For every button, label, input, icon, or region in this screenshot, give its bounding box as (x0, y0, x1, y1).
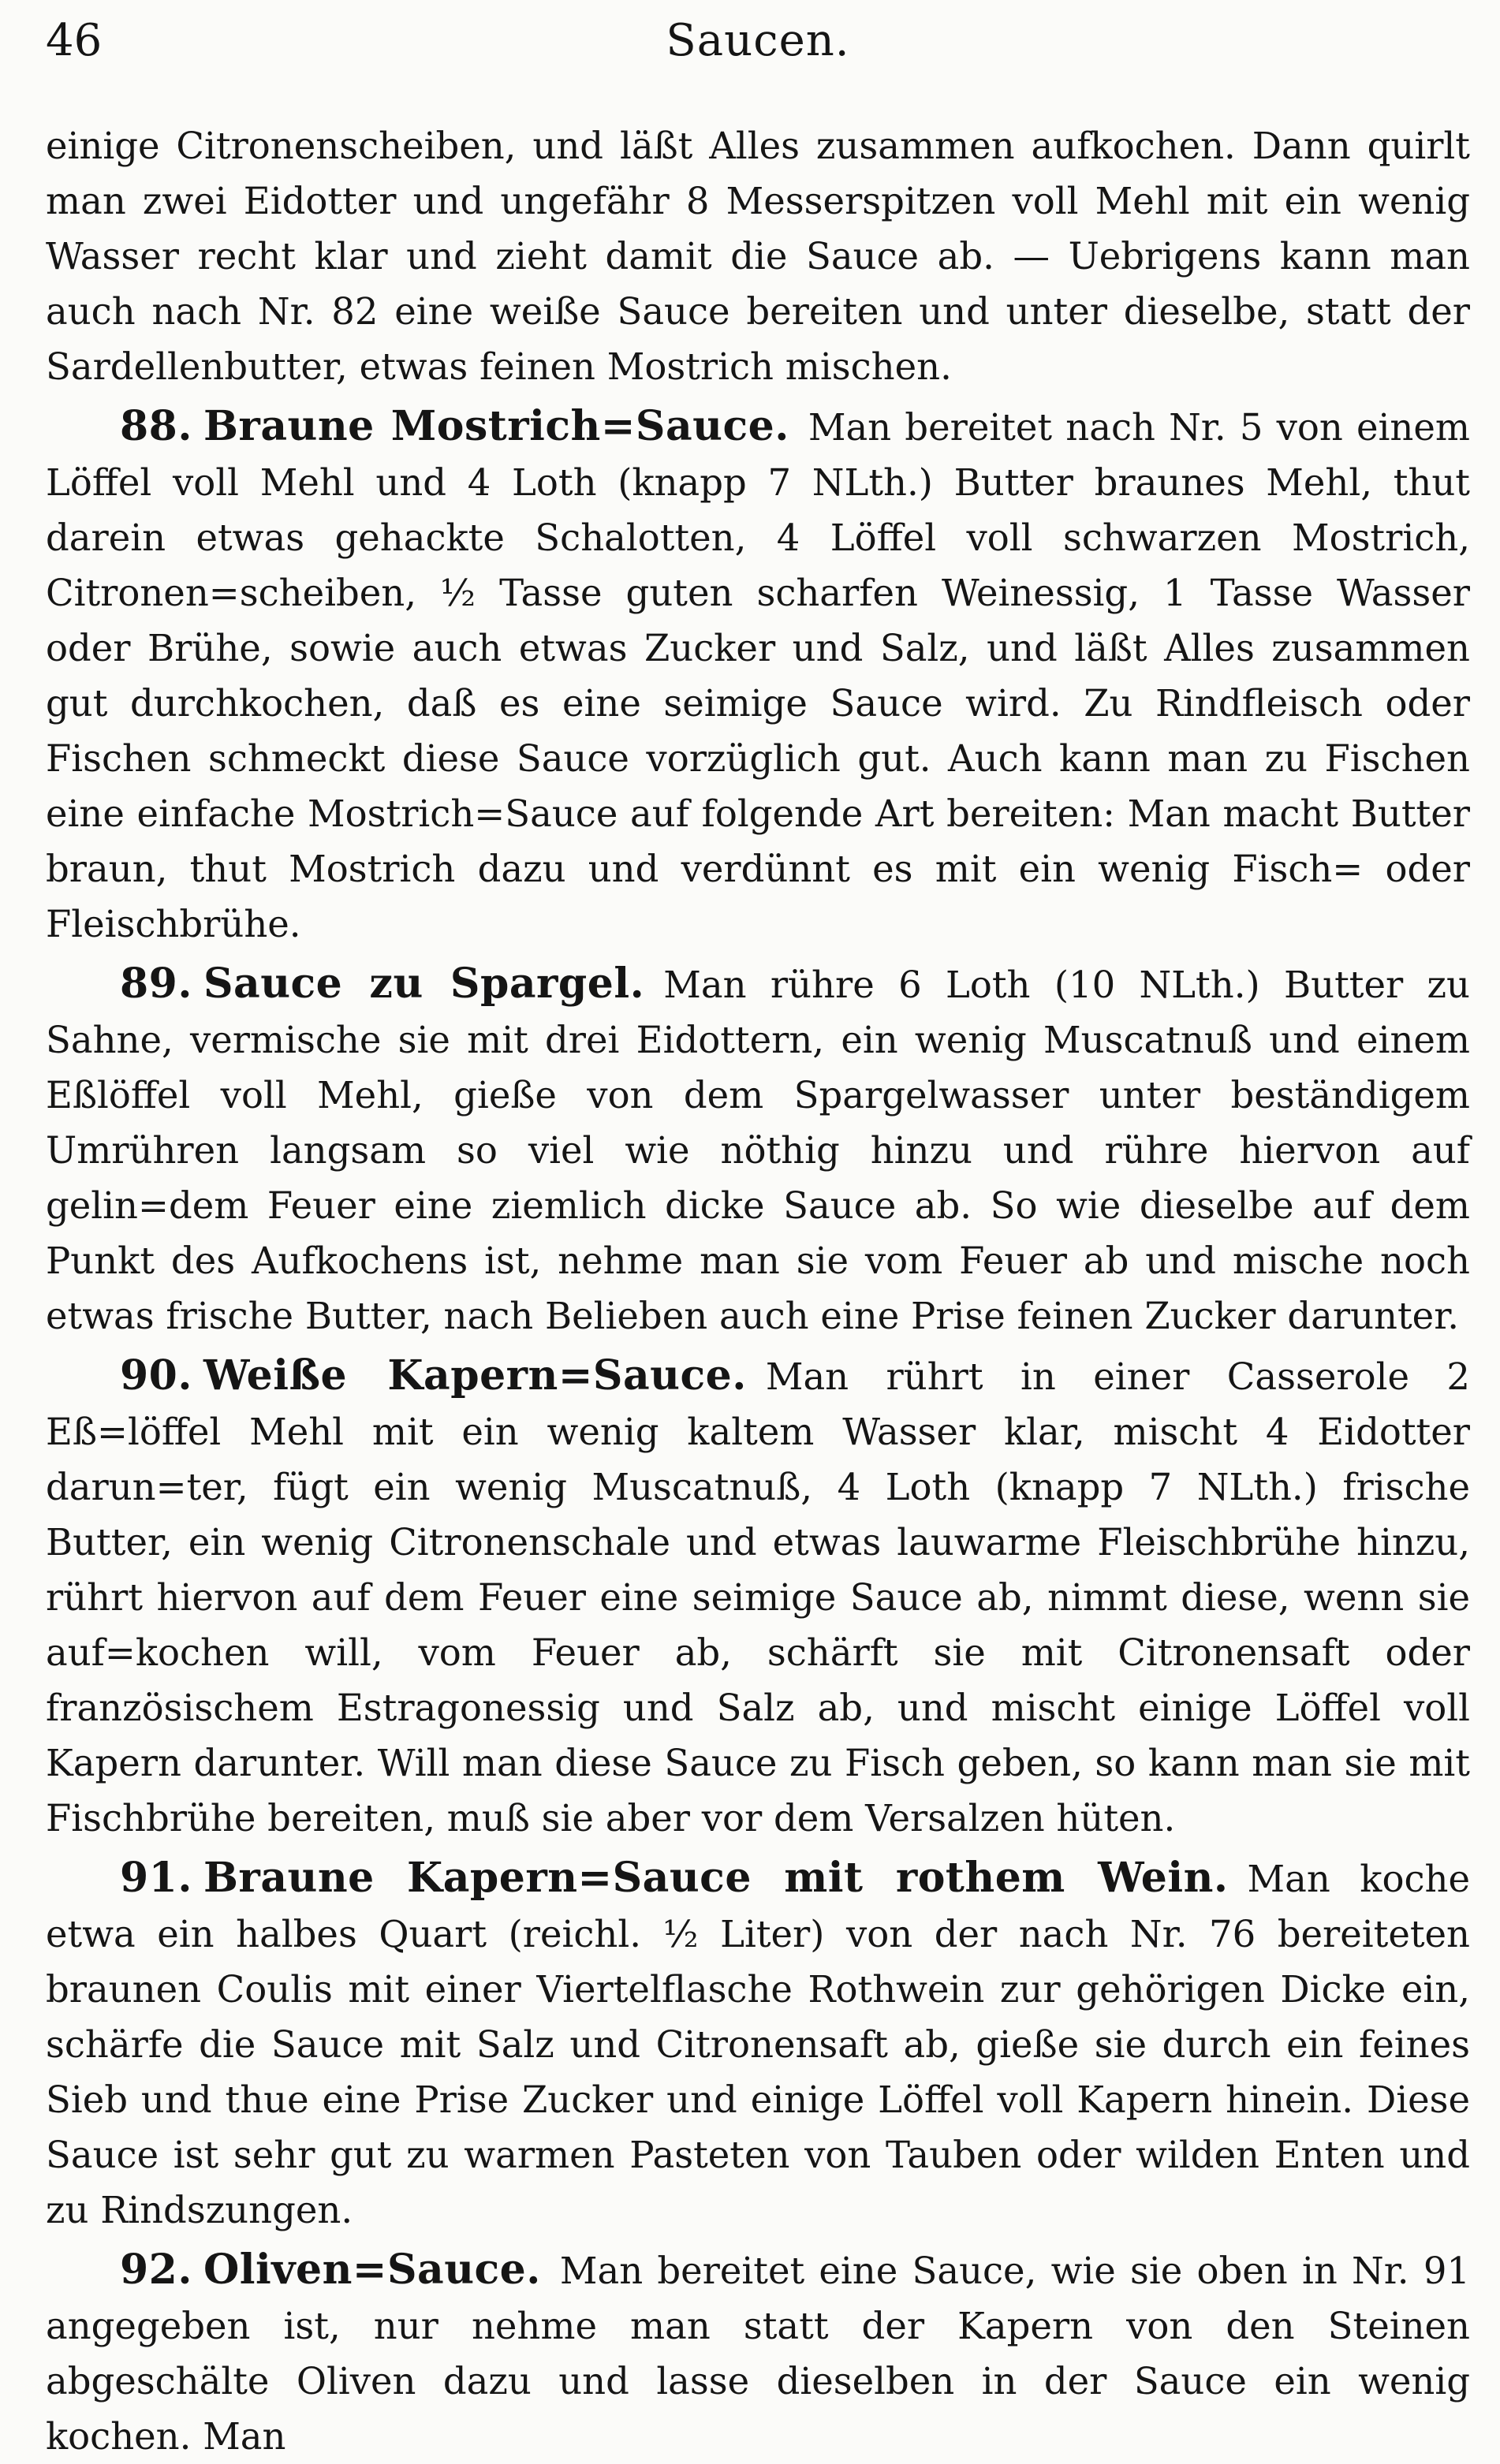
recipe-number: 91. (120, 1854, 192, 1902)
recipe-title: Braune Kapern=Sauce mit rothem Wein. (203, 1854, 1229, 1902)
recipe-89 (46, 956, 1470, 1344)
recipe-title: Braune Mostrich=Sauce. (203, 402, 789, 450)
continuation-paragraph: einige Citronenscheiben, und läßt Alles zusammen aufkochen. Dann quirlt man zwei Eidotter und ungefähr 8 Messerspitzen voll Mehl mit ein wenig Wasser recht klar und zieht damit die Sauce ab. — Uebrigens kann man auch nach Nr. 82 eine weiße Sauce bereiten und unter dieselbe, statt der Sardellenbutter, etwas feinen Mostrich mischen. (46, 125, 1470, 388)
page-number: 46 (46, 15, 103, 66)
recipe-91 (46, 1851, 1470, 2238)
recipe-number: 89. (120, 960, 192, 1008)
recipe-title: Oliven=Sauce. (203, 2246, 541, 2294)
recipe-title: Sauce zu Spargel. (203, 960, 645, 1008)
recipe-88 (46, 399, 1470, 952)
recipe-text: Man rühre 6 Loth (10 NLth.) Butter zu Sahne, vermische sie mit drei Eidottern, ein wenig Muscatnuß und einem Eßlöffel voll Mehl, gieße von dem Spargelwasser unter beständigem Umrühren langsam so viel wie nöthig hinzu und rühre hiervon auf gelin=dem Feuer eine ziemlich dicke Sauce ab. So wie dieselbe auf dem Punkt des Aufkochens ist, nehme man sie vom Feuer ab und mische noch etwas frische Butter, nach Belieben auch eine Prise feinen Zucker darunter. (46, 964, 1470, 1337)
recipe-number: 92. (120, 2246, 192, 2294)
recipe-number: 90. (120, 1351, 192, 1400)
recipe-text: Man koche etwa ein halbes Quart (reichl. ½ Liter) von der nach Nr. 76 bereiteten braunen Coulis mit einer Viertelflasche Rothwein zur gehörigen Dicke ein, schärfe die Sauce mit Salz und Citronensaft ab, gieße sie durch ein feines Sieb und thue eine Prise Zucker und einige Löffel voll Kapern hinein. Diese Sauce ist sehr gut zu warmen Pasteten von Tauben oder wilden Enten und zu Rindszungen. (46, 1858, 1470, 2231)
running-title: Saucen. (666, 15, 850, 66)
recipe-text: Man rührt in einer Casserole 2 Eß=löffel Mehl mit ein wenig kaltem Wasser klar, mischt 4 Eidotter darun=ter, fügt ein wenig Muscatnuß, 4 Loth (knapp 7 NLth.) frische Butter, ein wenig Citronenschale und etwas lauwarme Fleischbrühe hinzu, rührt hiervon auf dem Feuer eine seimige Sauce ab, nimmt diese, wenn sie auf=kochen will, vom Feuer ab, schärft sie mit Citronensaft oder französischem Estragonessig und Salz ab, und mischt einige Löffel voll Kapern darunter. Will man diese Sauce zu Fisch geben, so kann man sie mit Fischbrühe bereiten, muß sie aber vor dem Versalzen hüten. (46, 1355, 1470, 1840)
running-head (46, 11, 1470, 79)
page-body (46, 118, 1470, 2464)
recipe-title: Weiße Kapern=Sauce. (203, 1351, 747, 1400)
recipe-90 (46, 1348, 1470, 1846)
recipe-text: Man bereitet nach Nr. 5 von einem Löffel voll Mehl und 4 Loth (knapp 7 NLth.) Butter braunes Mehl, thut darein etwas gehackte Schalotten, 4 Löffel voll schwarzen Mostrich, Citronen=scheiben, ½ Tasse guten scharfen Weinessig, 1 Tasse Wasser oder Brühe, sowie auch etwas Zucker und Salz, und läßt Alles zusammen gut durchkochen, daß es eine seimige Sauce wird. Zu Rindfleisch oder Fischen schmeckt diese Sauce vorzüglich gut. Auch kann man zu Fischen eine einfache Mostrich=Sauce auf folgende Art bereiten: Man macht Butter braun, thut Mostrich dazu und verdünnt es mit ein wenig Fisch= oder Fleischbrühe. (46, 406, 1470, 945)
recipe-number: 88. (120, 402, 192, 450)
recipe-92 (46, 2242, 1470, 2464)
recipe-text: Man bereitet eine Sauce, wie sie oben in Nr. 91 angegeben ist, nur nehme man statt der Kapern von den Steinen abgeschälte Oliven dazu und lasse dieselben in der Sauce ein wenig kochen. Man (46, 2250, 1470, 2458)
